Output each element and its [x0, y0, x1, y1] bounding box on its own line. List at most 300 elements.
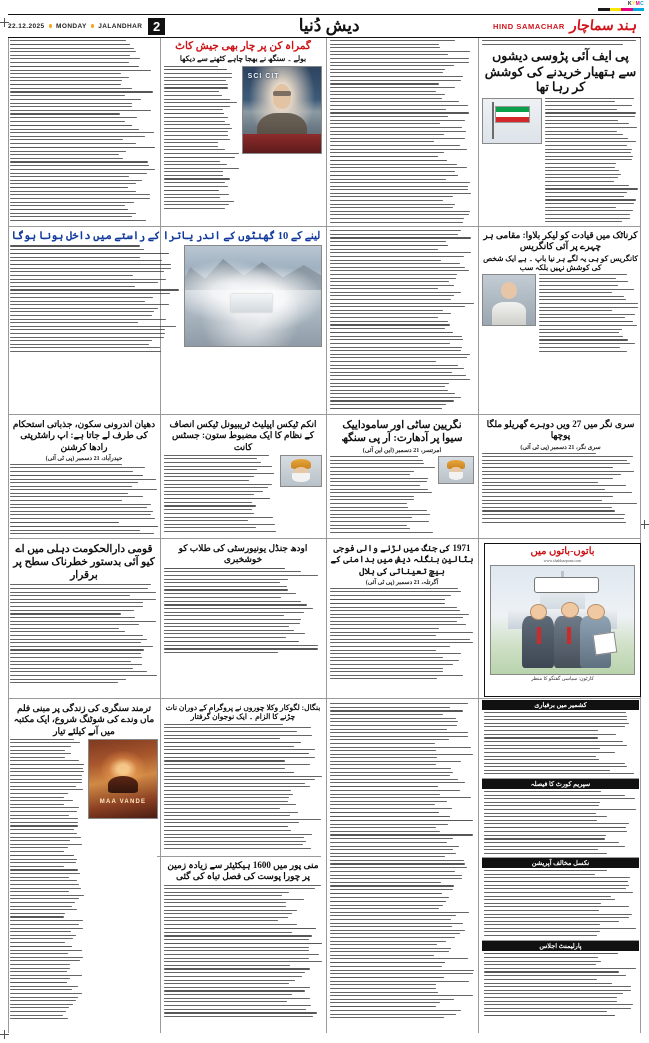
text-line	[330, 489, 428, 490]
text-line	[484, 723, 629, 724]
text-line	[10, 818, 78, 819]
text-line	[164, 527, 256, 528]
text-line	[539, 336, 623, 337]
text-line	[482, 460, 627, 461]
publication-date: 22.12.2025	[8, 22, 45, 30]
text-line	[10, 333, 165, 334]
text-line	[330, 460, 423, 461]
text-line	[164, 819, 321, 820]
text-line	[482, 518, 624, 519]
text-line	[330, 984, 436, 985]
text-line	[164, 69, 227, 70]
text-line	[10, 847, 68, 848]
text-line	[164, 772, 294, 773]
text-line	[484, 802, 600, 803]
text-line	[330, 517, 412, 518]
text-line	[164, 786, 310, 787]
text-line	[10, 329, 165, 330]
text-line	[10, 757, 65, 758]
text-line	[10, 301, 145, 302]
text-line	[330, 499, 414, 500]
text-line	[164, 976, 302, 977]
text-line	[330, 1002, 440, 1003]
text-line	[330, 882, 441, 883]
text-line	[484, 885, 629, 886]
text-line	[330, 660, 459, 661]
text-line	[10, 913, 65, 914]
text-line	[545, 159, 632, 160]
text-line	[10, 249, 144, 250]
text-line	[164, 66, 218, 67]
text-line	[330, 624, 466, 625]
text-line	[164, 757, 315, 758]
text-line	[10, 253, 169, 254]
text-line	[330, 299, 451, 300]
text-line	[164, 113, 224, 114]
text-line	[10, 48, 134, 49]
text-line	[164, 990, 305, 991]
text-line	[164, 128, 232, 129]
text-line	[484, 716, 627, 717]
text-line	[330, 779, 458, 780]
text-line	[10, 132, 154, 133]
text-line	[330, 54, 448, 55]
text-line	[164, 139, 230, 140]
text-line	[482, 478, 613, 479]
article-bangladesh-1971[interactable]	[330, 543, 474, 695]
text-line	[482, 463, 630, 464]
body-text	[164, 885, 322, 1021]
text-line	[330, 234, 458, 235]
text-line	[330, 321, 448, 322]
text-line	[10, 986, 78, 987]
text-line	[10, 322, 138, 323]
text-line	[330, 156, 438, 157]
text-line	[10, 653, 141, 654]
text-line	[330, 503, 407, 504]
text-line	[545, 214, 630, 215]
text-line	[10, 675, 157, 676]
text-line	[10, 245, 140, 246]
text-line	[545, 123, 629, 124]
text-line	[330, 639, 470, 640]
text-line	[10, 982, 67, 983]
text-line	[10, 62, 129, 63]
text-line	[10, 198, 150, 199]
text-line	[484, 748, 600, 749]
text-line	[484, 1008, 631, 1009]
text-line	[484, 924, 600, 925]
dateline-radhakrishnan: حیدرآباد، 21 دسمبر (پی ٹی آئی)	[45, 455, 123, 462]
masthead-urdu-title: ہند سماچار	[569, 18, 638, 34]
text-line	[330, 764, 436, 765]
brief-box[interactable]	[482, 941, 639, 1021]
text-line	[164, 520, 248, 521]
cartoon-feature-title: باتوں-باتوں میں	[530, 546, 595, 557]
text-line	[539, 289, 634, 290]
text-line	[164, 630, 294, 631]
text-line	[164, 958, 309, 959]
text-line	[330, 200, 443, 201]
text-line	[330, 189, 468, 190]
text-line	[484, 846, 625, 847]
text-line	[164, 491, 263, 492]
text-line	[10, 1018, 68, 1019]
body-text	[10, 739, 84, 1021]
text-line	[484, 881, 628, 882]
text-line	[164, 121, 225, 122]
text-line	[164, 487, 268, 488]
text-line	[10, 51, 136, 52]
text-line	[164, 633, 305, 634]
text-line	[164, 797, 289, 798]
text-line	[10, 464, 122, 465]
text-line	[10, 599, 156, 600]
text-line	[539, 307, 638, 308]
text-line	[330, 885, 454, 886]
text-line	[482, 500, 602, 501]
text-line	[10, 753, 71, 754]
text-line	[484, 971, 619, 972]
brief-box-title: سپریم کورٹ کا فیصلہ	[482, 779, 639, 789]
text-line	[10, 176, 129, 177]
article-manipur[interactable]	[164, 860, 322, 1020]
text-line	[10, 58, 140, 59]
article-radhakrishnan[interactable]	[10, 419, 158, 535]
text-line	[539, 281, 628, 282]
text-line	[330, 222, 463, 223]
article-pfi[interactable]	[482, 40, 639, 224]
text-line	[164, 102, 237, 103]
text-line	[164, 208, 225, 209]
text-line	[330, 507, 408, 508]
text-line	[164, 161, 220, 162]
text-line	[10, 213, 136, 214]
body-text	[482, 789, 639, 856]
text-line	[484, 813, 596, 814]
text-line	[330, 958, 468, 959]
text-line	[484, 734, 616, 735]
article-srinagar[interactable]	[482, 419, 639, 535]
body-text	[10, 245, 180, 354]
text-line	[164, 531, 276, 532]
text-line	[10, 880, 77, 881]
text-line	[10, 121, 125, 122]
text-line	[484, 766, 627, 767]
text-line	[330, 820, 473, 821]
text-line	[330, 336, 462, 337]
text-line	[164, 80, 226, 81]
text-line	[164, 783, 305, 784]
text-line	[330, 343, 450, 344]
text-line	[330, 72, 443, 73]
cartoon-caption: کارٹون: سیاسی گفتگو کا منظر	[531, 677, 594, 682]
text-line	[164, 727, 311, 728]
text-line	[164, 950, 309, 951]
text-line	[164, 164, 227, 165]
text-line	[330, 981, 469, 982]
article-vaishno[interactable]	[10, 230, 322, 412]
dateline-srinagar: سری نگر، 21 دسمبر (پی ٹی آئی)	[520, 444, 601, 451]
text-line	[10, 194, 150, 195]
text-line	[330, 390, 448, 391]
article-maa-vande[interactable]	[10, 703, 158, 1021]
text-line	[330, 485, 420, 486]
text-line	[164, 961, 322, 962]
text-line	[10, 533, 154, 534]
text-line	[10, 500, 122, 501]
text-line	[330, 241, 446, 242]
text-line	[164, 117, 228, 118]
text-line	[484, 838, 605, 839]
text-line	[330, 710, 463, 711]
text-line	[10, 797, 64, 798]
text-line	[10, 978, 70, 979]
text-line	[10, 44, 130, 45]
brief-box-title: نکسل مخالف آپریشن	[482, 858, 639, 868]
text-line	[539, 339, 628, 340]
text-line	[484, 809, 636, 810]
text-line	[482, 507, 612, 508]
text-line	[10, 347, 160, 348]
text-line	[10, 624, 139, 625]
text-line	[330, 160, 447, 161]
text-line	[330, 65, 454, 66]
text-line	[330, 267, 465, 268]
text-line	[545, 188, 638, 189]
text-line	[545, 203, 634, 204]
text-line	[10, 80, 122, 81]
text-line	[545, 120, 618, 121]
text-line	[164, 826, 288, 827]
text-line	[484, 756, 596, 757]
photo-income-tax	[280, 455, 322, 487]
headline-bhagwat: گمراہ کن پر چار بھی جیش کاٹ	[175, 41, 311, 52]
text-line	[330, 992, 438, 993]
text-line	[330, 256, 464, 257]
text-line	[330, 471, 414, 472]
text-line	[164, 153, 239, 154]
text-line	[330, 230, 461, 231]
headline-srinagar: سری نگر میں 27 ویں دوہرے گھریلو ملگا پوچھا	[486, 419, 635, 441]
text-line	[164, 830, 291, 831]
text-line	[10, 95, 125, 96]
text-line	[10, 40, 126, 41]
text-line	[484, 773, 634, 774]
text-line	[330, 743, 435, 744]
text-line	[539, 310, 612, 311]
text-line	[330, 306, 465, 307]
text-line	[330, 365, 458, 366]
text-line	[539, 314, 635, 315]
text-line	[10, 55, 130, 56]
text-line	[330, 1006, 436, 1007]
text-line	[484, 842, 619, 843]
text-line	[164, 509, 252, 510]
text-line	[10, 739, 74, 740]
text-line	[330, 671, 443, 672]
text-line	[484, 914, 632, 915]
cmyk-color-bar	[598, 8, 644, 11]
article-bhagwat[interactable]	[164, 40, 322, 224]
photo-pfi-flag	[482, 98, 542, 144]
text-line	[484, 892, 633, 893]
text-line	[330, 288, 438, 289]
text-line	[330, 193, 471, 194]
text-line	[164, 87, 228, 88]
text-line	[330, 937, 455, 938]
text-line	[164, 920, 278, 921]
text-line	[330, 149, 467, 150]
brief-box[interactable]	[482, 858, 639, 941]
text-line	[164, 888, 315, 889]
text-line	[164, 462, 261, 463]
text-line	[10, 275, 133, 276]
text-line	[164, 190, 219, 191]
text-line	[10, 682, 118, 683]
text-line	[330, 923, 463, 924]
text-line	[484, 935, 597, 936]
text-line	[330, 860, 464, 861]
text-line	[545, 167, 615, 168]
text-line	[10, 319, 166, 320]
text-line	[330, 83, 439, 84]
brief-box[interactable]	[482, 700, 639, 779]
text-line	[164, 458, 257, 459]
text-line	[330, 400, 454, 401]
text-line	[330, 58, 469, 59]
text-line	[330, 933, 460, 934]
text-line	[164, 601, 301, 602]
text-line	[330, 270, 469, 271]
text-line	[10, 326, 176, 327]
text-line	[330, 838, 453, 839]
article-karnataka[interactable]	[482, 230, 639, 412]
text-line	[484, 979, 597, 980]
text-line	[484, 752, 615, 753]
text-line	[330, 145, 460, 146]
text-line	[330, 386, 445, 387]
text-line	[10, 588, 148, 589]
text-line	[10, 891, 69, 892]
text-line	[10, 151, 126, 152]
dateline-bangladesh-1971: آگرتلہ، 21 دسمبر (پی ٹی آئی)	[365, 579, 439, 586]
masthead-meta	[8, 18, 165, 35]
text-line	[164, 568, 285, 569]
body-text	[330, 703, 474, 1021]
text-line	[330, 973, 473, 974]
text-line	[330, 310, 443, 311]
kicker-pfi	[482, 40, 639, 48]
text-line	[10, 304, 169, 305]
text-line	[164, 517, 273, 518]
text-line	[330, 786, 438, 787]
text-line	[330, 747, 471, 748]
body-text	[10, 584, 158, 685]
headline-bangladesh-1971: 1971 کی جنگ میں لڑنے والی فوجی بٹالین بنگلہ دیش میں بدامنی کے بیچ تعیناتی کی ہلال	[330, 543, 474, 576]
masthead-logo[interactable]	[493, 18, 641, 35]
text-line	[10, 621, 156, 622]
article-rp-singh[interactable]	[330, 419, 474, 535]
text-line	[10, 125, 132, 126]
text-line	[330, 827, 436, 828]
text-line	[164, 844, 303, 845]
text-line	[330, 768, 451, 769]
text-line	[164, 480, 249, 481]
text-line	[164, 455, 269, 456]
headline-manipur: منی پور میں 1600 ہیکٹیئر سے زیادہ زمین پر چورا پوست کی فصل تباہ کی گئی	[167, 860, 319, 882]
text-line	[330, 948, 451, 949]
text-line	[10, 953, 68, 954]
text-line	[330, 808, 452, 809]
text-line	[164, 965, 290, 966]
article-delhi-aqi[interactable]	[10, 543, 158, 695]
cartoon-feature[interactable]	[484, 543, 641, 697]
article-income-tax[interactable]	[164, 419, 322, 535]
text-line	[484, 983, 612, 984]
text-line	[545, 177, 618, 178]
text-line	[10, 924, 79, 925]
text-line	[545, 163, 616, 164]
text-line	[10, 504, 151, 505]
brief-box[interactable]	[482, 779, 639, 858]
text-line	[10, 289, 179, 290]
text-line	[484, 853, 607, 854]
text-line	[330, 782, 465, 783]
text-line	[484, 1015, 615, 1016]
photo-karnataka-cm	[482, 274, 536, 326]
text-line	[10, 496, 143, 497]
text-line	[10, 664, 142, 665]
subheadline-bhagwat: بولے ۔ سنگھ نے بھجا چاہے کٹھنے سے دیکھا	[179, 54, 307, 64]
text-line	[330, 941, 446, 942]
text-line	[330, 675, 463, 676]
text-line	[330, 718, 456, 719]
text-line	[484, 737, 598, 738]
text-line	[330, 101, 459, 102]
text-line	[330, 999, 454, 1000]
headline-maa-vande: ترمند سنگری کی زندگی پر مبنی فلم ماں وندے کی شوٹنگ شروع، ایک مکتبہ میں آنے کیلئے تیار	[13, 703, 155, 736]
text-line	[10, 884, 79, 885]
text-line	[484, 975, 626, 976]
text-line	[164, 749, 315, 750]
article-bengal[interactable]	[164, 703, 322, 851]
text-line	[10, 786, 76, 787]
text-line	[330, 750, 436, 751]
text-line	[330, 772, 453, 773]
text-line	[330, 463, 424, 464]
text-line	[164, 753, 309, 754]
headline-rp-singh-2: سیوا پر آدھارت: آر پی سنگھ	[341, 433, 463, 445]
text-line	[330, 871, 455, 872]
body-text	[10, 464, 158, 535]
text-line	[539, 347, 620, 348]
body-text	[164, 455, 277, 535]
text-line	[330, 1017, 444, 1018]
text-line	[330, 797, 471, 798]
text-line	[484, 1001, 617, 1002]
text-line	[10, 161, 148, 162]
text-line	[164, 972, 305, 973]
text-line	[10, 191, 136, 192]
text-line	[545, 138, 628, 139]
text-line	[330, 285, 454, 286]
text-line	[330, 164, 457, 165]
text-line	[484, 835, 606, 836]
text-line	[330, 214, 469, 215]
article-mahindra[interactable]	[164, 543, 322, 695]
text-line	[10, 129, 139, 130]
